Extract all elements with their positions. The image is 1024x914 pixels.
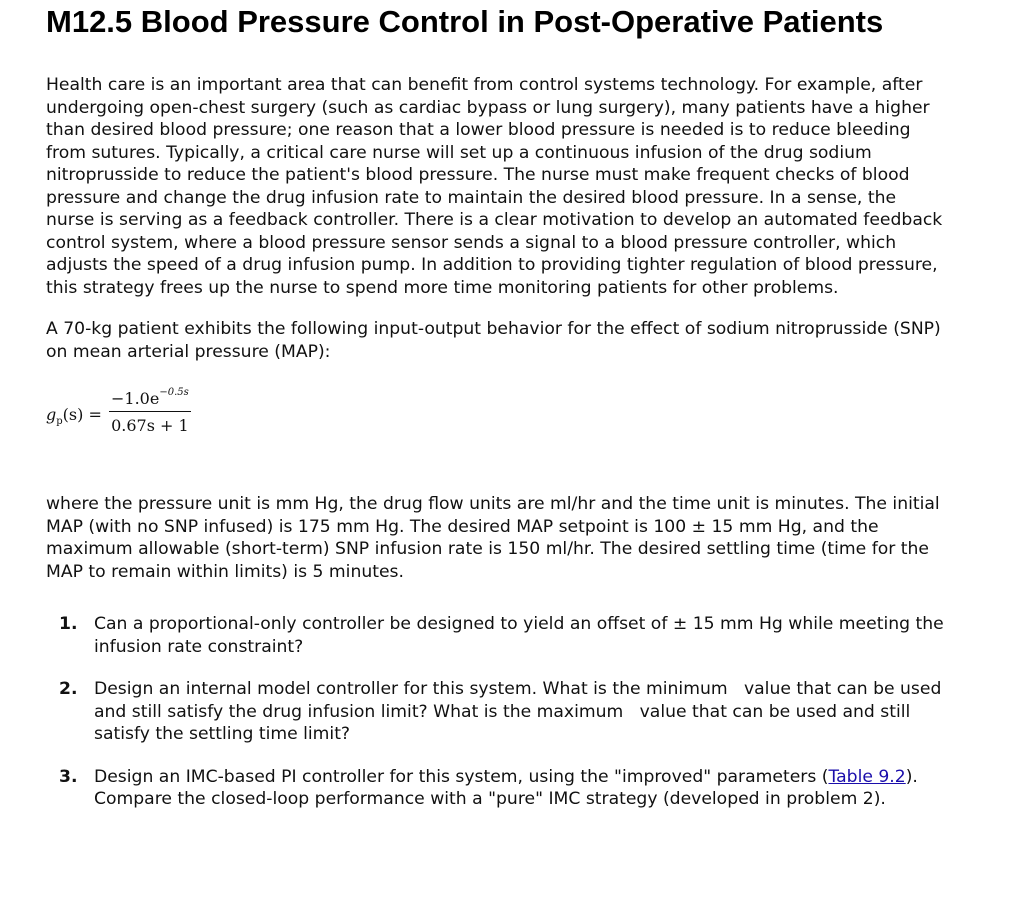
transfer-function-equation: [46, 386, 946, 449]
question-text-before: Design an IMC-based PI controller for this system, using the "improved" parameters (: [94, 766, 829, 787]
question-text: Can a proportional-only controller be designed to yield an offset of ± 15 mm Hg while meeting the infusion rate constraint?: [94, 614, 944, 657]
equation-fraction: [109, 386, 191, 435]
equation-exponent: −0.5s: [159, 386, 189, 398]
equation-denominator: 0.67s + 1: [111, 416, 189, 435]
units-paragraph: where the pressure unit is mm Hg, the drug flow units are ml/hr and the time unit is minutes. The initial MAP (with no SNP infused) is 175 mm Hg. The desired MAP setpoint is 100 ± 15 mm Hg, and the maximum allowable (short-term) SNP infusion rate is 150 ml/hr. The desired settling time (time for the MAP to remain within limits) is 5 minutes.: [46, 494, 940, 582]
equation-g: g: [46, 405, 57, 424]
question-number: 2.: [59, 679, 78, 699]
question-list: [46, 613, 946, 811]
intro-paragraph: Health care is an important area that can benefit from control systems technology. For example, after undergoing open-chest surgery (such as cardiac bypass or lung surgery), many patients have a higher than desired blood pressure; one reason that a lower blood pressure is needed is to reduce bleeding from sutures. Typically, a critical care nurse will set up a continuous infusion of the drug sodium nitroprusside to reduce the patient's blood pressure. The nurse must make frequent checks of blood pressure and change the drug infusion rate to maintain the desired blood pressure. In a sense, the nurse is serving as a feedback controller. There is a clear motivation to develop an automated feedback control system, where a blood pressure sensor sends a signal to a blood pressure controller, which adjusts the speed of a drug infusion pump. In addition to providing tighter regulation of blood pressure, this strategy frees up the nurse to spend more time monitoring patients for other problems.: [46, 75, 943, 298]
page-title: M12.5 Blood Pressure Control in Post-Operative Patients: [46, 4, 884, 39]
table-link[interactable]: Table 9.2: [828, 766, 906, 787]
list-item: [46, 613, 946, 658]
question-text-after: ). Compare the closed-loop performance with a "pure" IMC strategy (developed in problem 2).: [94, 766, 918, 809]
equation-numerator: [109, 386, 191, 412]
document-page: [46, 0, 946, 831]
question-text: Design an internal model controller for this system. What is the minimum value that can be used and still satisfy the drug infusion limit? What is the maximum value that can be used and still satisfy the settling time limit?: [94, 679, 947, 744]
equation-subscript: p: [56, 416, 63, 428]
equation-lhs: [46, 405, 102, 427]
equation-numerator-base: −1.0e: [111, 389, 160, 408]
patient-paragraph: A 70-kg patient exhibits the following input-output behavior for the effect of sodium nitroprusside (SNP) on mean arterial pressure (MAP):: [46, 319, 941, 362]
list-item: [46, 766, 946, 811]
equation-lhs-rest: (s) =: [62, 405, 102, 424]
list-item: [46, 678, 946, 746]
question-number: 1.: [59, 614, 78, 634]
question-number: 3.: [59, 766, 78, 787]
